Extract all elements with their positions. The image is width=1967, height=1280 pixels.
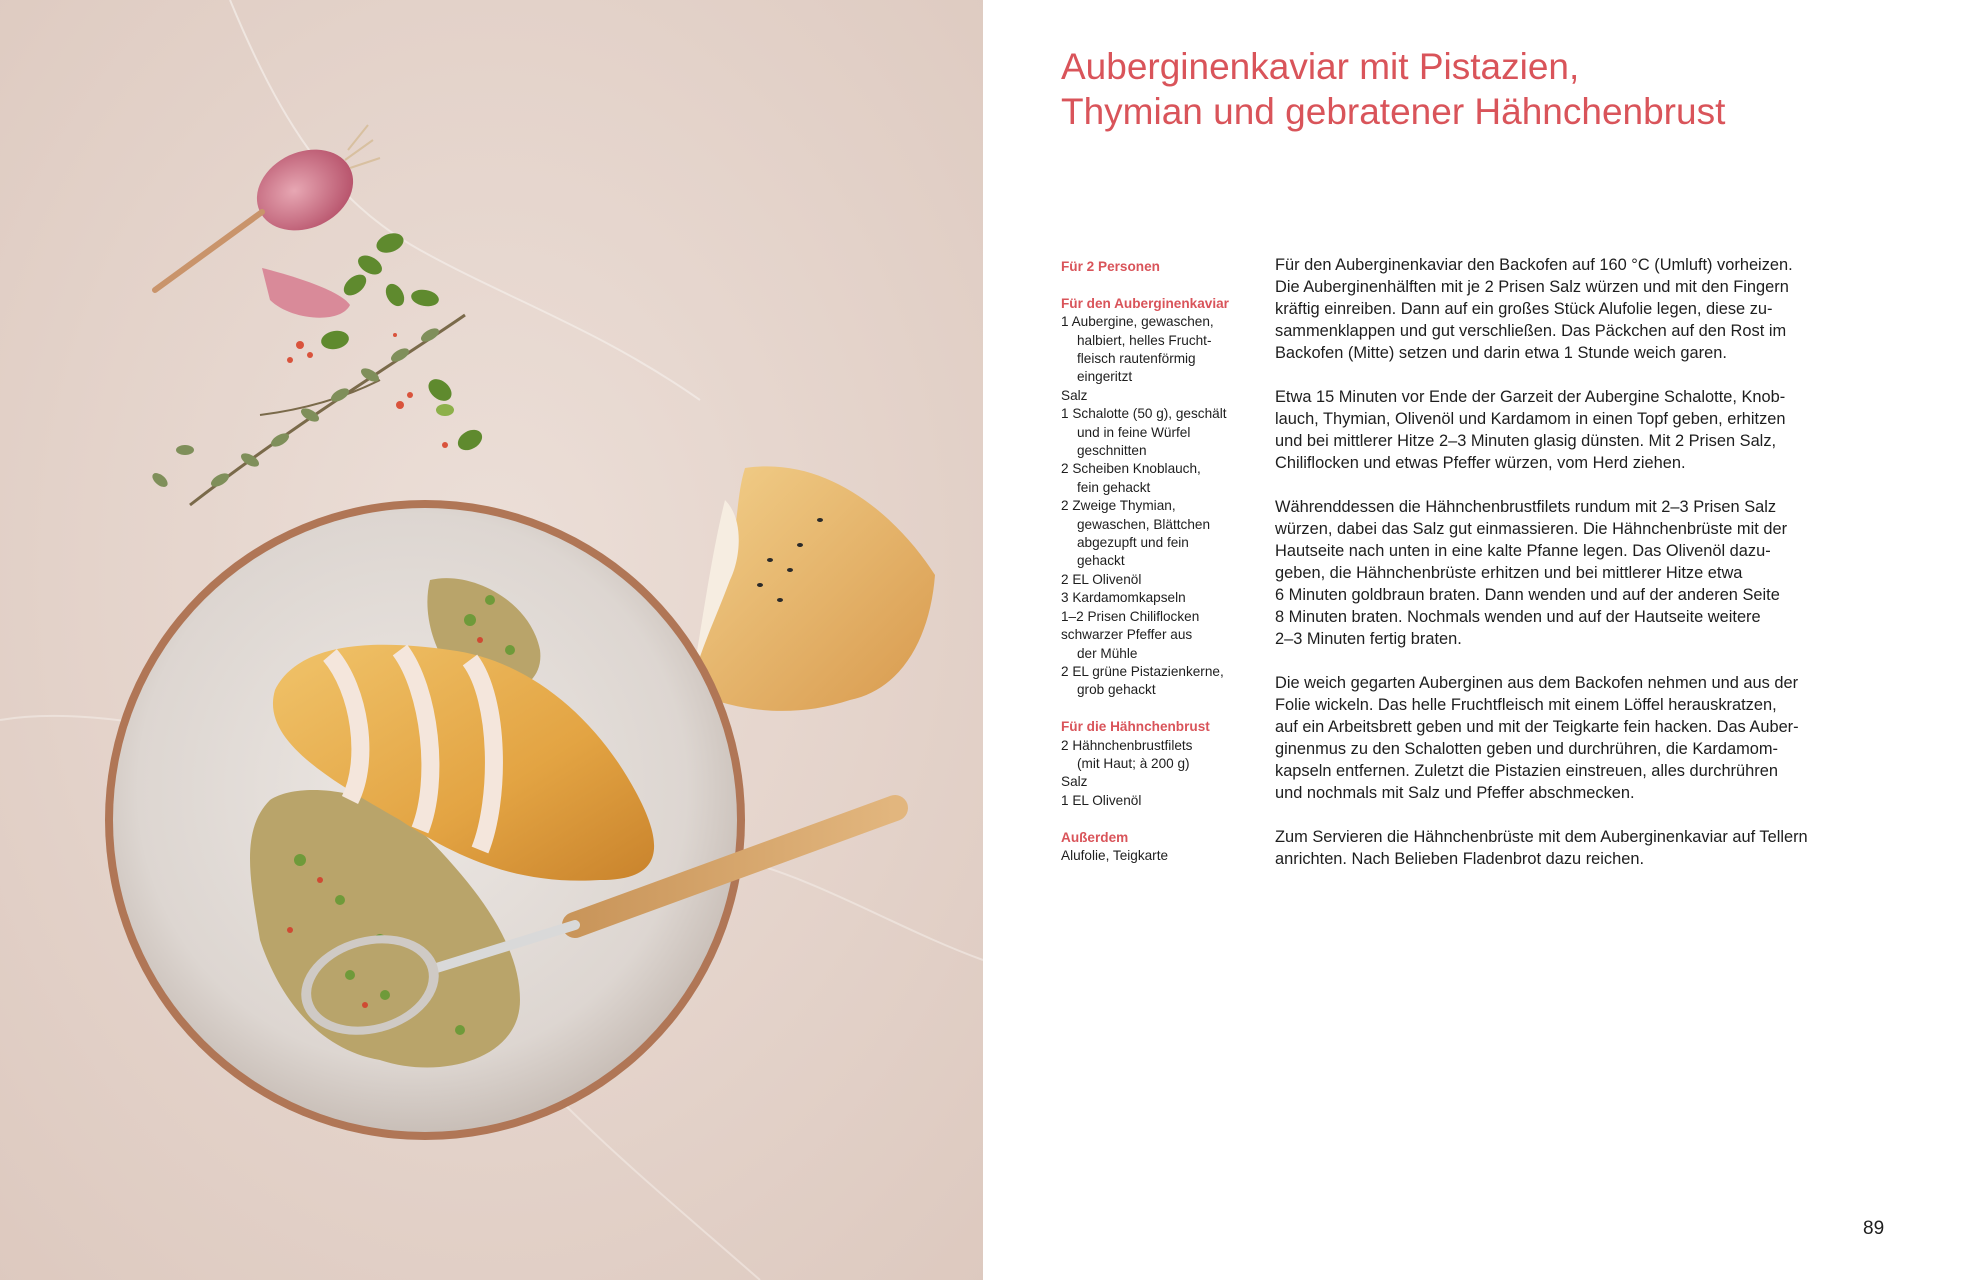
method-line: anrichten. Nach Belieben Fladenbrot dazu reichen. xyxy=(1275,850,1645,868)
ingredient-section-heading: Für die Hähnchenbrust xyxy=(1061,719,1210,735)
recipe-title-line-1: Auberginenkaviar mit Pistazien, xyxy=(1061,46,1580,87)
method-line: würzen, dabei das Salz gut einmassieren. Die Hähnchenbrüste mit der xyxy=(1275,520,1788,538)
page-number: 89 xyxy=(1863,1218,1885,1239)
method-paragraph xyxy=(1275,672,1835,804)
method-line: Für den Auberginenkaviar den Backofen auf 160 °C (Umluft) vorheizen. xyxy=(1275,256,1793,274)
recipe-title xyxy=(1061,44,1921,134)
method-line: 8 Minuten braten. Nochmals wenden und auf der Hautseite weitere xyxy=(1275,608,1761,626)
ingredient-line: fein gehackt xyxy=(1077,479,1151,495)
method-line: kräftig einreiben. Dann auf ein großes Stück Alufolie legen, diese zu- xyxy=(1275,300,1773,318)
ingredient-line: der Mühle xyxy=(1077,645,1138,661)
method-line: Die Auberginenhälften mit je 2 Prisen Salz würzen und mit den Fingern xyxy=(1275,278,1789,296)
method-line: sammenklappen und gut verschließen. Das Päckchen auf den Rost im xyxy=(1275,322,1787,340)
recipe-page xyxy=(983,0,1967,1280)
method-line: lauch, Thymian, Olivenöl und Kardamom in einen Topf geben, erhitzen xyxy=(1275,410,1786,428)
ingredient-line: eingeritzt xyxy=(1077,369,1133,385)
method-paragraph xyxy=(1275,826,1835,870)
method-line: geben, die Hähnchenbrüste erhitzen und bei mittlerer Hitze etwa xyxy=(1275,564,1743,582)
ingredient-line: Salz xyxy=(1061,774,1088,790)
ingredient-line: 3 Kardamomkapseln xyxy=(1061,590,1186,606)
ingredient-line: (mit Haut; à 200 g) xyxy=(1077,755,1190,771)
method-paragraph xyxy=(1275,496,1835,650)
method-line: Zum Servieren die Hähnchenbrüste mit dem Auberginenkaviar auf Tellern xyxy=(1275,828,1808,846)
method-line: auf ein Arbeitsbrett geben und mit der Teigkarte fein hacken. Das Auber- xyxy=(1275,718,1799,736)
recipe-title-line-2: Thymian und gebratener Hähnchenbrust xyxy=(1061,91,1726,132)
ingredient-line: 1 EL Olivenöl xyxy=(1061,792,1142,808)
method-paragraph xyxy=(1275,386,1835,474)
ingredient-line: 2 Zweige Thymian, xyxy=(1061,498,1176,514)
ingredient-section-heading: Außerdem xyxy=(1061,829,1129,845)
ingredient-line: Salz xyxy=(1061,387,1088,403)
method-line: 2–3 Minuten fertig braten. xyxy=(1275,630,1462,648)
method-paragraph xyxy=(1275,254,1835,364)
ingredient-line: fleisch rautenförmig xyxy=(1077,351,1196,367)
method-line: und nochmals mit Salz und Pfeffer abschmecken. xyxy=(1275,784,1635,802)
method-line: Währenddessen die Hähnchenbrustfilets rundum mit 2–3 Prisen Salz xyxy=(1275,498,1777,516)
ingredient-line: halbiert, helles Frucht- xyxy=(1077,332,1212,348)
method-line: 6 Minuten goldbraun braten. Dann wenden und auf der anderen Seite xyxy=(1275,586,1780,604)
method-line: Backofen (Mitte) setzen und darin etwa 1 Stunde weich garen. xyxy=(1275,344,1727,362)
ingredient-line: 2 Scheiben Knoblauch, xyxy=(1061,461,1201,477)
method-line: Chiliflocken und etwas Pfeffer würzen, vom Herd ziehen. xyxy=(1275,454,1686,472)
ingredient-line: 1 Schalotte (50 g), geschält xyxy=(1061,406,1227,422)
ingredient-line: abgezupft und fein xyxy=(1077,535,1189,551)
ingredient-line: Alufolie, Teigkarte xyxy=(1061,847,1169,863)
section-spacer xyxy=(1061,700,1261,718)
ingredient-line: schwarzer Pfeffer aus xyxy=(1061,627,1193,643)
section-spacer xyxy=(1061,276,1261,294)
ingredient-section-heading: Für den Auberginenkaviar xyxy=(1061,295,1229,311)
method-line: Etwa 15 Minuten vor Ende der Garzeit der Aubergine Schalotte, Knob- xyxy=(1275,388,1786,406)
method-line: Hautseite nach unten in eine kalte Pfanne legen. Das Olivenöl dazu- xyxy=(1275,542,1771,560)
ingredient-line: grob gehackt xyxy=(1077,682,1156,698)
section-spacer xyxy=(1061,810,1261,828)
method-line: Folie wickeln. Das helle Fruchtfleisch mit einem Löffel herauskratzen, xyxy=(1275,696,1777,714)
ingredient-line: geschnitten xyxy=(1077,443,1147,459)
ingredient-line: 2 EL Olivenöl xyxy=(1061,571,1142,587)
ingredient-line: 1 Aubergine, gewaschen, xyxy=(1061,314,1214,330)
ingredient-line: gehackt xyxy=(1077,553,1125,569)
method-line: und bei mittlerer Hitze 2–3 Minuten glasig dünsten. Mit 2 Prisen Salz, xyxy=(1275,432,1777,450)
method-line: ginenmus zu den Schalotten geben und durchrühren, die Kardamom- xyxy=(1275,740,1778,758)
method-column xyxy=(1275,254,1835,892)
ingredient-line: 2 EL grüne Pistazienkerne, xyxy=(1061,663,1224,679)
ingredient-line: gewaschen, Blättchen xyxy=(1077,516,1211,532)
method-line: kapseln entfernen. Zuletzt die Pistazien einstreuen, alles durchrühren xyxy=(1275,762,1778,780)
food-illustration xyxy=(0,0,983,1280)
servings-label: Für 2 Personen xyxy=(1061,259,1160,274)
method-line: Die weich gegarten Auberginen aus dem Backofen nehmen und aus der xyxy=(1275,674,1799,692)
ingredients-column xyxy=(1061,258,1261,865)
ingredient-line: und in feine Würfel xyxy=(1077,424,1191,440)
food-photo xyxy=(0,0,983,1280)
ingredient-line: 1–2 Prisen Chiliflocken xyxy=(1061,608,1200,624)
ingredient-line: 2 Hähnchenbrustfilets xyxy=(1061,737,1193,753)
